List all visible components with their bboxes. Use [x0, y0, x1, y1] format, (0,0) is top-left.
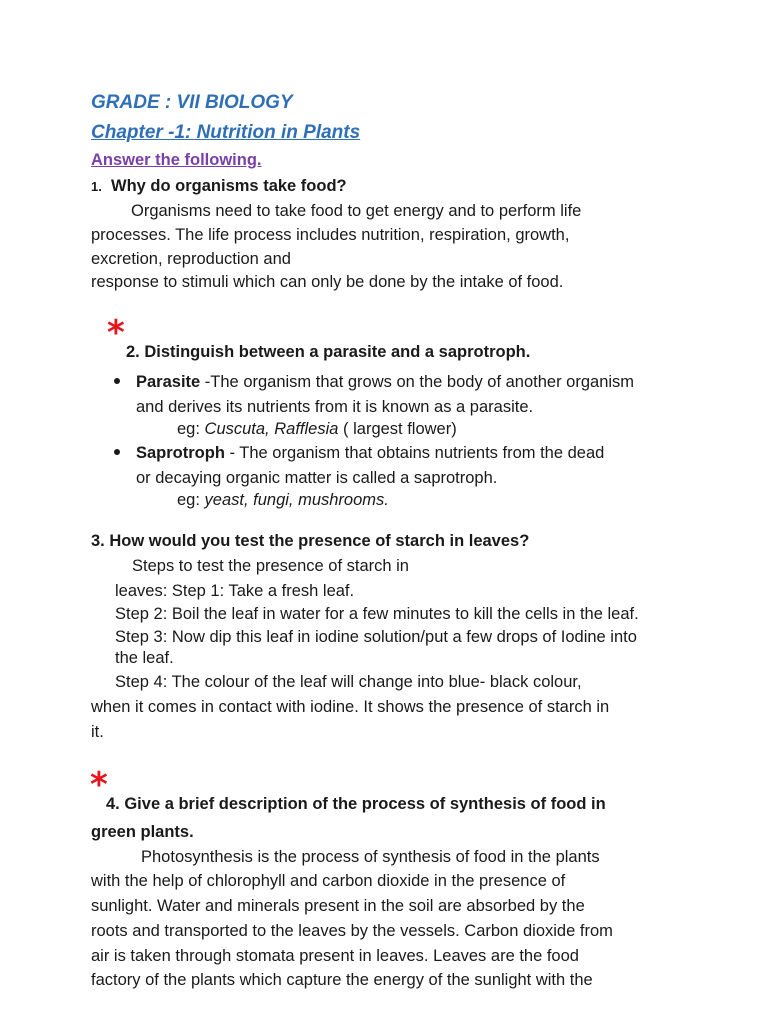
- answer-4-line: with the help of chlorophyll and carbon dioxide in the presence of: [91, 872, 566, 890]
- answer-3-line: the leaf.: [115, 649, 174, 667]
- answer-3-line: Step 2: Boil the leaf in water for a few minutes to kill the cells in the leaf.: [115, 605, 639, 623]
- eg-label: eg:: [177, 420, 205, 438]
- saprotroph-def-text: - The organism that obtains nutrients from the dead: [224, 444, 605, 462]
- question-4: 4. Give a brief description of the process of synthesis of food in: [106, 795, 606, 813]
- saprotroph-example-italic: yeast, fungi, mushrooms.: [204, 491, 389, 509]
- question-1-text: Why do organisms take food?: [111, 177, 347, 195]
- answer-3-line: it.: [91, 723, 104, 741]
- parasite-definition-cont: and derives its nutrients from it is known as a parasite.: [136, 398, 534, 416]
- important-star-mark: *: [90, 765, 108, 805]
- chapter-title: Chapter -1: Nutrition in Plants: [91, 122, 361, 143]
- answer-1-line: response to stimuli which can only be done by the intake of food.: [91, 273, 564, 291]
- answer-4-line: Photosynthesis is the process of synthesis of food in the plants: [141, 848, 600, 866]
- parasite-example-italic: Cuscuta, Rafflesia: [204, 420, 339, 438]
- saprotroph-term: Saprotroph: [136, 444, 225, 462]
- answer-3-line: Step 4: The colour of the leaf will change into blue- black colour,: [115, 673, 582, 691]
- answer-3-line: when it comes in contact with iodine. It shows the presence of starch in: [91, 698, 610, 716]
- parasite-def-text: -The organism that grows on the body of another organism: [200, 373, 635, 391]
- answer-1-line: excretion, reproduction and: [91, 250, 291, 268]
- instruction-heading: Answer the following.: [91, 151, 262, 169]
- answer-4-line: roots and transported to the leaves by the vessels. Carbon dioxide from: [91, 922, 613, 940]
- parasite-example: [177, 419, 457, 439]
- bullet-point: [114, 449, 120, 455]
- answer-4-line: sunlight. Water and minerals present in the soil are absorbed by the: [91, 897, 585, 915]
- parasite-term: Parasite: [136, 373, 201, 391]
- question-2: 2. Distinguish between a parasite and a saprotroph.: [126, 343, 531, 361]
- question-1: [91, 176, 347, 197]
- saprotroph-example: [177, 490, 389, 510]
- parasite-definition: [136, 372, 634, 392]
- saprotroph-definition: [136, 443, 604, 463]
- answer-4-line: factory of the plants which capture the energy of the sunlight with the: [91, 971, 593, 989]
- saprotroph-definition-cont: or decaying organic matter is called a saprotroph.: [136, 469, 498, 487]
- eg-label: eg:: [177, 491, 205, 509]
- bullet-point: [114, 378, 120, 384]
- answer-1-line: processes. The life process includes nutrition, respiration, growth,: [91, 226, 570, 244]
- grade-title: GRADE : VII BIOLOGY: [91, 92, 293, 113]
- question-1-number: 1.: [91, 179, 102, 194]
- question-4-cont: green plants.: [91, 823, 194, 841]
- answer-3-line: Step 3: Now dip this leaf in iodine solution/put a few drops of Iodine into: [115, 628, 637, 646]
- question-3: 3. How would you test the presence of starch in leaves?: [91, 532, 530, 550]
- answer-1-line: Organisms need to take food to get energy and to perform life: [131, 202, 582, 220]
- important-star-mark: *: [107, 313, 125, 353]
- parasite-example-note: ( largest flower): [338, 420, 457, 438]
- answer-3-line: leaves: Step 1: Take a fresh leaf.: [115, 582, 355, 600]
- answer-3-line: Steps to test the presence of starch in: [132, 557, 409, 575]
- answer-4-line: air is taken through stomata present in leaves. Leaves are the food: [91, 947, 579, 965]
